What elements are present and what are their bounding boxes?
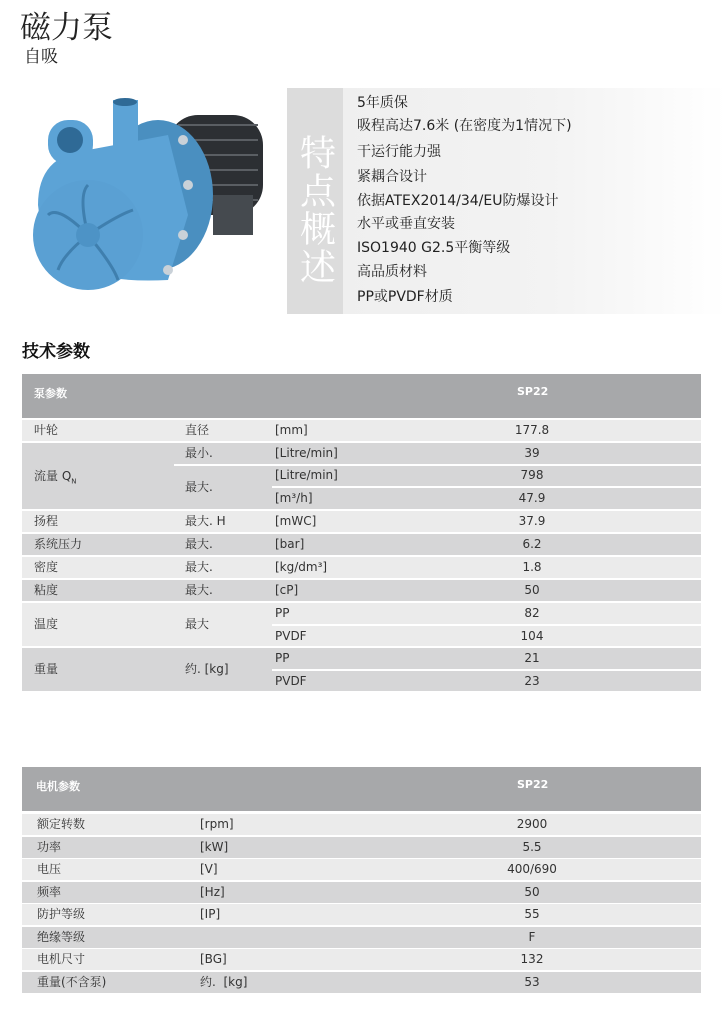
row-label: 扬程 (34, 514, 59, 528)
row-label: 流量 $Q_N$ (34, 469, 77, 486)
table-row (22, 949, 701, 970)
row-label: 叶轮 (34, 423, 59, 437)
table-row (22, 603, 701, 646)
pump-image (18, 95, 268, 295)
table-row (22, 837, 701, 858)
table-row (22, 443, 701, 509)
feature-item: 5年质保 (357, 95, 408, 111)
table-row (22, 534, 701, 555)
feature-item: 高品质材料 (357, 264, 427, 280)
row-unit: [V] (200, 862, 218, 876)
feature-item: 水平或垂直安装 (357, 216, 455, 232)
table-row (22, 420, 701, 441)
row-value: 37.9 (518, 514, 546, 528)
table-header (22, 374, 701, 418)
row-unit: [Litre/min] (275, 446, 338, 460)
row-value: 55 (524, 907, 540, 921)
feature-item: PP或PVDF材质 (357, 289, 453, 305)
tech-params-heading: 技术参数 (22, 342, 90, 362)
row-value: 5.5 (522, 839, 542, 854)
row-unit: PP (275, 606, 290, 620)
table-row (22, 882, 701, 903)
page-title: 磁力泵 (20, 10, 113, 46)
row-sub: 直径 (185, 423, 210, 437)
row-unit: [rpm] (200, 817, 234, 831)
row-value: 47.9 (518, 491, 546, 505)
row-value: 53 (524, 974, 540, 989)
row-value: 132 (520, 952, 544, 966)
table-row (22, 927, 701, 948)
row-label: 系统压力 (34, 537, 83, 551)
row-value: 21 (524, 651, 540, 665)
row-unit: [kW] (200, 839, 229, 854)
motor-params-table (22, 767, 701, 993)
pump-params-table (22, 374, 701, 691)
row-label: 电机尺寸 (37, 952, 86, 966)
feature-item: 干运行能力强 (357, 144, 441, 160)
row-value: 50 (524, 583, 540, 597)
table-row (22, 580, 701, 601)
feature-item: 依据ATEX2014/34/EU防爆设计 (357, 193, 559, 209)
row-value: 2900 (516, 817, 548, 831)
row-sub: 最大 (185, 617, 210, 631)
row-value: 400/690 (507, 862, 557, 876)
row-unit: [mWC] (275, 514, 317, 528)
table-row (22, 972, 701, 993)
table-row (22, 511, 701, 532)
row-sub: 最大. (185, 480, 213, 494)
feature-item: 紧耦合设计 (357, 169, 427, 185)
header-model: SP22 (517, 385, 549, 398)
row-sub: 最大. (185, 537, 213, 551)
row-unit: [kg/dm³] (275, 560, 328, 574)
row-unit: [m³/h] (275, 491, 313, 505)
row-unit: PVDF (275, 674, 307, 688)
row-unit: [Litre/min] (275, 468, 338, 482)
row-value: 1.8 (522, 560, 542, 574)
row-value: 798 (520, 468, 544, 482)
row-unit: 约. [kg] (200, 974, 248, 989)
row-unit: [IP] (200, 907, 221, 921)
row-unit: [bar] (275, 537, 305, 551)
table-row (22, 648, 701, 691)
row-value: 6.2 (522, 537, 542, 551)
row-value: 104 (520, 629, 544, 643)
features-side-label: 特点概述 (294, 134, 336, 286)
header-model: SP22 (517, 778, 549, 791)
feature-item: 吸程高达7.6米 (在密度为1情况下) (357, 118, 572, 134)
row-unit: [Hz] (200, 884, 225, 899)
table-row (22, 557, 701, 578)
table-row (22, 859, 701, 880)
row-unit: PP (275, 651, 290, 665)
table-row (22, 814, 701, 835)
row-label: 重量(不含泵) (37, 974, 107, 989)
row-value: F (528, 929, 536, 944)
row-label: 粘度 (34, 583, 59, 597)
row-label: 额定转数 (37, 817, 86, 831)
row-label: 密度 (34, 560, 59, 574)
row-value: 177.8 (514, 423, 550, 437)
row-label: 防护等级 (37, 907, 86, 921)
row-sub: 最大. (185, 583, 213, 597)
row-sub: 约. [kg] (185, 662, 229, 676)
table-header (22, 767, 701, 811)
row-label: 频率 (37, 884, 62, 899)
row-value: 50 (524, 884, 540, 899)
feature-item: ISO1940 G2.5平衡等级 (357, 240, 511, 256)
row-unit: PVDF (275, 629, 307, 643)
table-row (22, 904, 701, 925)
row-unit: [mm] (275, 423, 308, 437)
row-sub: 最小. (185, 446, 213, 460)
row-label: 电压 (37, 862, 62, 876)
row-sub: 最大. (185, 560, 213, 574)
row-unit: [BG] (200, 952, 227, 966)
row-label: 功率 (37, 839, 62, 854)
row-unit: [cP] (275, 583, 299, 597)
row-label: 重量 (34, 662, 59, 676)
row-label: 温度 (34, 617, 59, 631)
page-subtitle: 自吸 (24, 47, 58, 67)
row-sub: 最大. H (185, 514, 226, 528)
header-label: 泵参数 (34, 387, 67, 400)
row-label: 绝缘等级 (37, 929, 86, 944)
row-value: 39 (524, 446, 540, 460)
header-label: 电机参数 (36, 780, 80, 793)
row-value: 82 (524, 606, 540, 620)
row-value: 23 (524, 674, 540, 688)
